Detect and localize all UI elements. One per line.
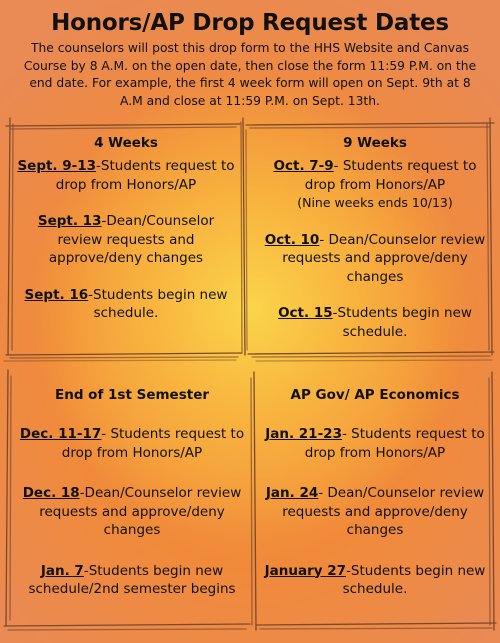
entry-text: - Dean/Counselor review requests and approve/deny changes	[282, 485, 485, 538]
intro-paragraph: The counselors will post this drop form to the HHS Website and Canvas Course by 8 A.M. on the open date, then close the form 11:59 P.M. on the end date. For example, the first 4 week form will open on Sept. 9th at 8 A.M and close at 11:59 P.M. on Sept. 13th.	[23, 41, 477, 108]
entry-date: Dec. 11-17	[19, 426, 102, 442]
divider-center-vertical	[243, 118, 245, 355]
entry-date: Sept. 16	[24, 286, 89, 303]
schedule-entry	[258, 231, 492, 287]
schedule-entry	[14, 286, 238, 323]
flyer-title: Honors/AP Drop Request Dates	[51, 10, 449, 36]
schedule-entry	[258, 304, 492, 341]
schedule-entry	[256, 562, 494, 599]
entry-text: -Students begin new schedule/2nd semester begins	[28, 562, 236, 597]
entry-date: Sept. 13	[37, 213, 102, 229]
entry-date: Jan. 21-23	[265, 426, 342, 442]
entry-text: - Students request to drop from Honors/AP	[304, 158, 477, 193]
entry-date: Oct. 10	[264, 231, 320, 248]
entry-date: Dec. 18	[22, 485, 80, 501]
entry-date: Oct. 7-9	[273, 158, 334, 174]
divider-bottom-left	[4, 624, 250, 626]
entry-date: January 27	[264, 562, 347, 579]
divider-top-right	[246, 123, 494, 125]
divider-left-vertical	[8, 118, 10, 355]
entry-text: - Students request to drop from Honors/AP	[304, 426, 485, 461]
entry-text: - Dean/Counselor review requests and approve/deny changes	[282, 231, 486, 285]
schedule-entry	[14, 212, 238, 268]
section-9-weeks	[258, 135, 492, 359]
schedule-entry	[10, 425, 254, 462]
entry-note: (Nine weeks ends 10/13)	[297, 195, 453, 210]
divider-bottom-right	[256, 623, 496, 625]
schedule-entry	[258, 157, 492, 213]
divider-middle-left	[6, 353, 242, 355]
entry-text: -Students begin new schedule.	[332, 305, 472, 340]
flyer-header	[0, 0, 500, 110]
entry-date: Jan. 24	[265, 485, 319, 501]
entry-date: Oct. 15	[278, 305, 333, 321]
entry-text: -Dean/Counselor review requests and approve/deny changes	[39, 485, 242, 538]
schedule-entry	[10, 484, 254, 540]
entry-text: -Students begin new schedule.	[88, 286, 228, 321]
section-4-weeks	[14, 135, 238, 341]
section-end-of-1st-semester	[10, 387, 254, 621]
entry-date: Jan. 7	[40, 562, 84, 579]
section-ap-gov-ap-economics	[256, 387, 494, 621]
entry-text: -Students begin new schedule.	[342, 562, 486, 597]
divider-top-left	[6, 124, 240, 126]
entry-text: - Students request to drop from Honors/AP	[61, 426, 245, 461]
schedule-entry	[256, 484, 494, 540]
schedule-entry	[256, 425, 494, 462]
section-heading: 9 Weeks	[343, 135, 407, 151]
schedule-entry	[10, 562, 254, 599]
entry-text: -Students request to drop from Honors/AP	[55, 158, 235, 193]
schedule-entry	[14, 157, 238, 194]
section-heading: End of 1st Semester	[54, 387, 210, 403]
entry-text: -Dean/Counselor review requests and approve/deny changes	[48, 213, 215, 266]
section-heading: AP Gov/ AP Economics	[290, 387, 460, 403]
entry-date: Sept. 9-13	[17, 158, 97, 174]
section-heading: 4 Weeks	[94, 135, 158, 151]
